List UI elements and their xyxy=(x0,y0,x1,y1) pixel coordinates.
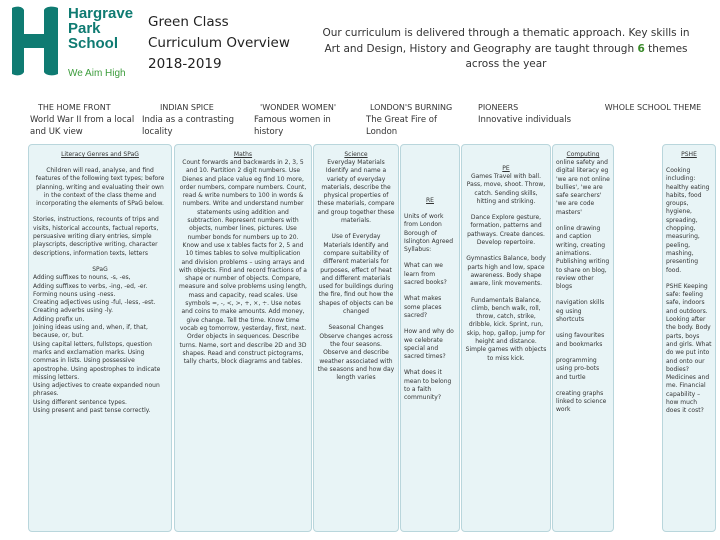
pshe-cooking: Cooking including: healthy eating habits, food groups, hygiene, spreading, chopping, measuring, peeling, mashing, presenting food. xyxy=(666,167,710,274)
spag-title: SPaG xyxy=(92,265,108,273)
pe-dance: Dance Explore gesture, formation, patterns and pathways. Create dances. Develop repertoire. xyxy=(467,214,545,247)
re-item: What makes some places sacred? xyxy=(404,295,442,319)
spag-item: Using capital letters, fullstops, question marks and exclamation marks. Using commas in lists. Using possessive apostrophe. Using apostrophes to indicate missing letters. xyxy=(33,340,161,381)
spag-item: Adding suffixes to verbs, -ing, -ed, -er. xyxy=(33,282,148,290)
school-name: Hargrave Park School xyxy=(68,5,134,52)
re-item: What can we learn from sacred books? xyxy=(404,262,447,287)
school-logo xyxy=(8,4,148,82)
panel-science xyxy=(313,144,399,532)
spag-item: Joining ideas using and, when, if, that, because, or, but. xyxy=(33,324,148,340)
re-item: What does it mean to belong to a faith community? xyxy=(404,369,452,402)
literacy-intro: Children will read, analyse, and find features of the following text types; before planning, writing and evaluating their own in the context of the class theme and incorporating the elements of SPaG below. xyxy=(35,167,165,208)
panel-re xyxy=(400,144,460,532)
maths-title: Maths xyxy=(233,151,253,158)
pshe-title: PSHE xyxy=(681,151,697,158)
science-seasons: Seasonal Changes Observe changes across the four seasons. Observe and describe weather associated with the seasons and how day length varies xyxy=(317,324,395,382)
science-use-materials: Use of Everyday Materials Identify and compare suitability of different materials for purposes, effect of heat and different materials used for buildings during the fire, find out how the shapes of objects can be changed xyxy=(318,233,394,316)
spag-item: Using present and past tense correctly. xyxy=(33,407,151,415)
pe-gymnastics: Gymnastics Balance, body parts high and low, space awareness. Body shape aware, link movements. xyxy=(466,255,546,288)
spag-item: Creating adjectives using -ful, -less, -est. xyxy=(33,299,156,307)
computing-item: using favourites and bookmarks xyxy=(556,332,605,348)
spag-list xyxy=(33,274,167,415)
pe-games: Games Travel with ball. Pass, move, shoot. Throw, catch. Sending skills, hitting and striking. xyxy=(466,173,546,205)
topic-londons-burning: LONDON'S BURNING The Great Fire of London xyxy=(366,103,453,137)
computing-item: online drawing and caption writing, creating animations. Publishing writing to share on blog, review other blogs xyxy=(556,225,610,291)
spag-item: Using adjectives to create expanded noun phrases. xyxy=(33,382,160,398)
panel-pe xyxy=(461,144,551,532)
panel-maths xyxy=(174,144,312,532)
re-item: How and why do we celebrate special and sacred times? xyxy=(404,328,454,361)
spag-item: Adding prefix un. xyxy=(33,315,85,323)
school-tagline: We Aim High xyxy=(68,68,126,79)
maths-body: Count forwards and backwards in 2, 3, 5 and 10. Partition 2 digit numbers. Use Dienes and place value eg find 10 more, order numbers, compare numbers. Count, read & write numbers to 100 in words & numbers. Write and understand number statements using addition and subtraction. Represent numbers with objects, number lines, pictures. Use number bonds for numbers up to 20. Know and use x tables facts for 2, 5 and 10 times tables to solve multiplication and division problems – using arrays and with objects. Find and record fractions of a shape or number of objects. Compare, measure and solve problems using length, mass and capacity, read scales. Use symbols =, -, <, >, +, ×, ÷. Use notes and coins to make amounts. Add money, give change. Tell the time. Know time vocab eg tomorrow, yesterday, first, next. Order objects in sequences. Describe turns. Name, sort and describe 2D and 3D shapes. Read and construct pictograms, tally charts, block diagrams and tables. xyxy=(179,159,307,366)
topic-pioneers: PIONEERS Innovative individuals xyxy=(478,103,572,125)
literacy-text-types: Stories, instructions, recounts of trips and visits, historical accounts, factual reports, persuasive writing diary entries, simple playscripts, descriptive writing, character descriptions, information texts, letters xyxy=(33,216,159,257)
re-title: RE xyxy=(426,197,434,204)
computing-item: online safety and digital literacy eg 'we are not online bullies', 'we are safe searchers' 'we are code masters' xyxy=(556,159,610,216)
literacy-title: Literacy Genres and SPaG xyxy=(61,151,139,158)
topic-indian-spice: INDIAN SPICE India as a contrasting locality xyxy=(142,103,235,137)
school-logo-h-icon xyxy=(8,4,64,78)
science-materials: Everyday Materials Identify and name a variety of everyday materials, describe the physical properties of these materials, compare and group together these materials. xyxy=(317,159,395,225)
spag-item: Using different sentence types. xyxy=(33,398,127,406)
panel-computing xyxy=(552,144,614,532)
spag-item: Adding suffixes to nouns, -s, -es, xyxy=(33,274,131,282)
computing-title: Computing xyxy=(566,151,600,158)
title-year: 2018-2019 xyxy=(148,56,222,72)
science-title: Science xyxy=(344,151,368,158)
title-overview: Curriculum Overview xyxy=(148,35,290,51)
re-item: Units of work from London Borough of Islington Agreed Syllabus: xyxy=(404,213,454,254)
spag-item: Creating adverbs using -ly. xyxy=(33,307,114,315)
computing-item: creating graphs linked to science work xyxy=(556,389,607,414)
spag-item: Forming nouns using -ness. xyxy=(33,290,116,298)
topic-wonder-women: 'WONDER WOMEN' Famous women in history xyxy=(254,103,337,137)
pe-fundamentals: Fundamentals Balance, climb, bench walk, roll, throw, catch, strike, dribble, kick. Sprint, run, skip, hop, gallop, jump for height and distance. Simple games with objects to miss kick. xyxy=(465,296,547,362)
panel-pshe xyxy=(662,144,716,532)
computing-item: navigation skills eg using shortcuts xyxy=(556,299,605,324)
pshe-keeping-safe: PSHE Keeping safe: feeling safe, indoors and outdoors. Looking after the body. Body parts, boys and girls. What do we put into and onto our bodies? Medicines and me. Financial capability – how much does it cost? xyxy=(666,282,712,415)
topic-whole-school: WHOLE SCHOOL THEME xyxy=(604,103,702,112)
page-title xyxy=(148,12,290,75)
topic-home-front: THE HOME FRONT World War II from a local and UK view xyxy=(30,103,135,137)
computing-item: programming using pro-bots and turtle xyxy=(556,356,600,381)
curriculum-intro: Our curriculum is delivered through a thematic approach. Key skills in Art and Design, History and Geography are taught through 6 themes across the year xyxy=(322,27,690,70)
pe-title: PE xyxy=(502,165,510,172)
panel-literacy xyxy=(28,144,172,532)
title-class: Green Class xyxy=(148,14,229,30)
